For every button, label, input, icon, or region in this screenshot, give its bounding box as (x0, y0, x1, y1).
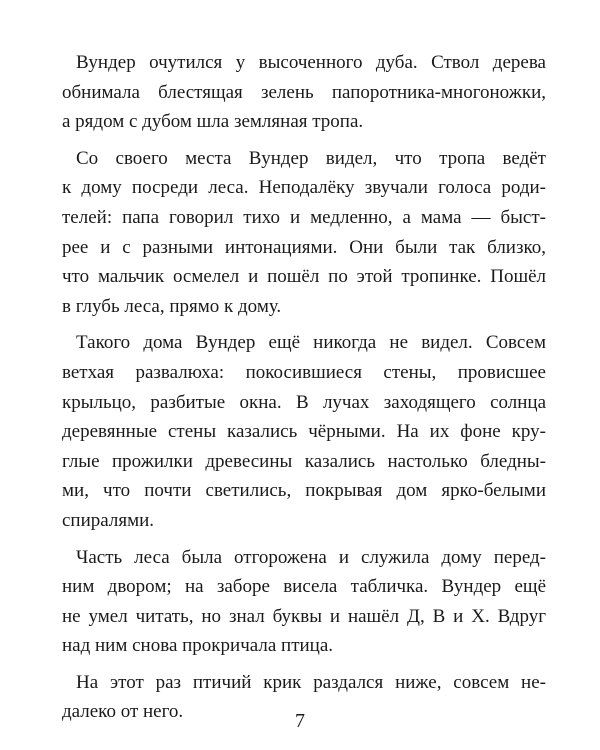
paragraph-2 (62, 144, 546, 322)
text-line: ми, что почти светились, покрывая дом ярко-белыми (62, 480, 546, 502)
text-line: в глубь леса, прямо к дому. (62, 295, 282, 317)
text-line: ветхая развалюха: покосившиеся стены, провисшее (62, 361, 546, 383)
page-number: 7 (295, 710, 305, 732)
text-line: крыльцо, разбитые окна. В лучах заходящего солнца (62, 391, 546, 413)
text-line: над ним снова прокричала птица. (62, 635, 334, 657)
text-line: На этот раз птичий крик раздался ниже, совсем не- (76, 671, 546, 693)
text-line: что мальчик осмелел и пошёл по этой тропинке. Пошёл (62, 266, 546, 288)
paragraph-4 (62, 543, 546, 661)
text-line: к дому посреди леса. Неподалёку звучали голоса роди- (62, 177, 546, 199)
text-line: Часть леса была отгорожена и служила дому перед- (76, 546, 546, 568)
text-line: не умел читать, но знал буквы и нашёл Д, В и Х. Вдруг (62, 605, 546, 627)
text-line: глые прожилки древесины казались настолько бледны- (62, 450, 546, 472)
text-line: спиралями. (62, 509, 155, 531)
text-line: а рядом с дубом шла земляная тропа. (62, 111, 364, 133)
text-line: ним двором; на заборе висела табличка. Вундер ещё (62, 576, 546, 598)
text-line: далеко от него. (62, 701, 184, 723)
paragraph-3 (62, 328, 546, 535)
text-line: Со своего места Вундер видел, что тропа ведёт (76, 147, 546, 169)
text-line: телей: папа говорил тихо и медленно, а мама — быст- (62, 206, 546, 228)
body-text (62, 48, 546, 734)
text-line: деревянные стены казались чёрными. На их фоне кру- (62, 421, 546, 443)
paragraph-1 (62, 48, 546, 137)
text-line: Такого дома Вундер ещё никогда не видел. Совсем (76, 332, 546, 354)
text-line: обнимала блестящая зелень папоротника-многоножки, (62, 81, 546, 103)
text-line: Вундер очутился у высоченного дуба. Ствол дерева (76, 52, 546, 73)
text-line: рее и с разными интонациями. Они были так близко, (62, 236, 546, 258)
